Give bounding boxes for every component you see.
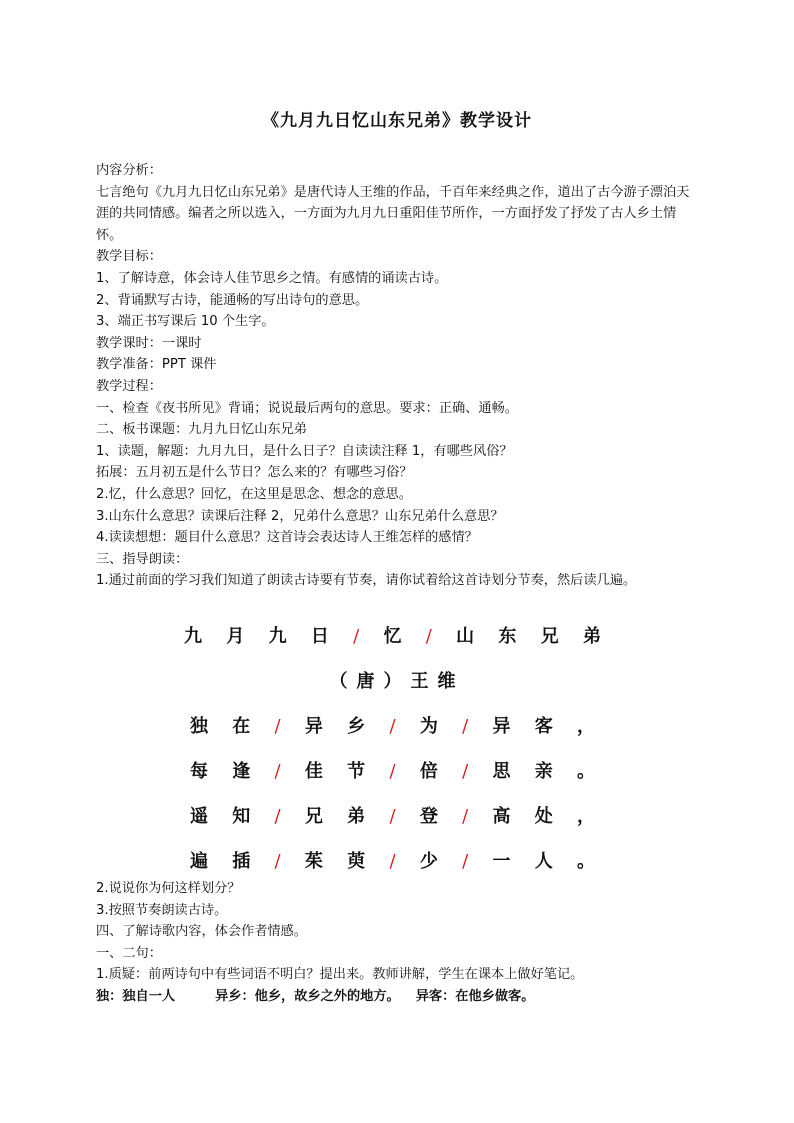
process-line: 1.质疑：前两诗句中有些词语不明白？提出来。教师讲解，学生在课本上做好笔记。 [96, 967, 584, 983]
poem-segment: 登 [419, 806, 447, 827]
poem-title-part: 忆 [383, 626, 411, 647]
process-line: 3.按照节奏朗读古诗。 [96, 902, 228, 918]
poem-segment: 佳 节 [304, 761, 375, 782]
rhythm-slash: / [274, 806, 290, 827]
note-item: 异乡：他乡，故乡之外的地方。 [215, 988, 400, 1004]
process-line: 4.读读想想：题目什么意思？这首诗会表达诗人王维怎样的感情？ [96, 530, 478, 546]
poem-line [0, 802, 794, 847]
process-line: 2.说说你为何这样划分？ [96, 881, 241, 896]
poem-line [0, 757, 794, 802]
rhythm-slash: / [462, 806, 478, 827]
goal-item: 2、背诵默写古诗，能通畅的写出诗句的意思。 [96, 292, 369, 308]
poem-segment: 异 客 ， [492, 716, 605, 737]
rhythm-slash: / [389, 851, 405, 872]
preparation: 教学准备：PPT 课件 [96, 357, 217, 373]
goal-item: 3、端正书写课后 10 个生字。 [96, 314, 275, 330]
content-analysis-heading: 内容分析： [96, 163, 162, 178]
vocabulary-notes [96, 986, 716, 1008]
rhythm-slash: / [389, 806, 405, 827]
rhythm-slash: / [274, 761, 290, 782]
poem-segment: 少 [419, 851, 447, 872]
process-line: 2.忆，什么意思？回忆，在这里是思念、想念的意思。 [96, 486, 412, 502]
poem-segment: 兄 弟 [304, 806, 375, 827]
rhythm-slash: / [462, 851, 478, 872]
process-line: 二、板书课题：九月九日忆山东兄弟 [96, 422, 307, 438]
process-line: 四、了解诗歌内容，体会作者情感。 [96, 924, 307, 940]
poem-segment: 遍 插 [189, 851, 260, 872]
rhythm-slash: / [353, 626, 369, 647]
process-heading: 教学过程： [96, 378, 162, 394]
content-analysis-paragraph: 七言绝句《九月九日忆山东兄弟》是唐代诗人王维的作品，千百年来经典之作，道出了古今游子漂泊天涯的共同情感。编者之所以选入，一方面为九月九日重阳佳节所作，一方面抒发了抒发了古人乡土情怀。 [96, 184, 690, 243]
guide-paragraph: 1.通过前面的学习我们知道了朗读古诗要有节奏，请你试着给这首诗划分节奏，然后读几遍。 [96, 573, 637, 589]
poem-segment: 为 [419, 716, 447, 737]
process-line: 3.山东什么意思？读课后注释 2，兄弟什么意思？山东兄弟什么意思？ [96, 508, 504, 524]
goal-item: 1、了解诗意，体会诗人佳节思乡之情。有感情的诵读古诗。 [96, 270, 448, 286]
process-line: 拓展：五月初五是什么节日？怎么来的？有哪些习俗？ [96, 465, 413, 481]
poem-segment: 高 处 ， [492, 806, 605, 827]
poem-line [0, 712, 794, 757]
poem-segment: 倍 [419, 761, 447, 782]
poem-title-part: 山 东 兄 弟 [456, 626, 610, 647]
poem-segment: 思 亲 。 [492, 761, 605, 782]
poem-title-part: 九 月 九 日 [184, 626, 338, 647]
process-line: 一、二句： [96, 945, 162, 961]
process-line: 1、读题，解题：九月九日，是什么日子？自读读注释 1，有哪些风俗？ [96, 443, 513, 459]
process-line: 三、指导朗读： [96, 551, 189, 567]
goals-heading: 教学目标： [96, 249, 162, 265]
lesson-body-continued [96, 878, 716, 1008]
note-item: 异客：在他乡做客。 [415, 988, 535, 1004]
rhythm-slash: / [274, 851, 290, 872]
rhythm-slash: / [389, 761, 405, 782]
poem-title [0, 622, 794, 667]
poem-segment: 遥 知 [189, 806, 260, 827]
poem-segment: 独 在 [189, 716, 260, 737]
poem-block [0, 622, 794, 892]
note-item: 独：独自一人 [96, 988, 176, 1004]
poem-segment: 茱 萸 [304, 851, 375, 872]
poem-segment: 每 逢 [189, 761, 260, 782]
rhythm-slash: / [274, 716, 290, 737]
rhythm-slash: / [425, 626, 441, 647]
rhythm-slash: / [462, 716, 478, 737]
rhythm-slash: / [389, 716, 405, 737]
poem-segment: 一 人 。 [492, 851, 605, 872]
process-line: 一、检查《夜书所见》背诵；说说最后两句的意思。要求：正确、通畅。 [96, 400, 518, 416]
rhythm-slash: / [462, 761, 478, 782]
class-time: 教学课时：一课时 [96, 335, 202, 351]
document-title: 《九月九日忆山东兄弟》教学设计 [262, 111, 532, 131]
poem-segment: 异 乡 [304, 716, 375, 737]
poem-author: （唐）王维 [329, 671, 465, 692]
lesson-body [96, 160, 696, 592]
